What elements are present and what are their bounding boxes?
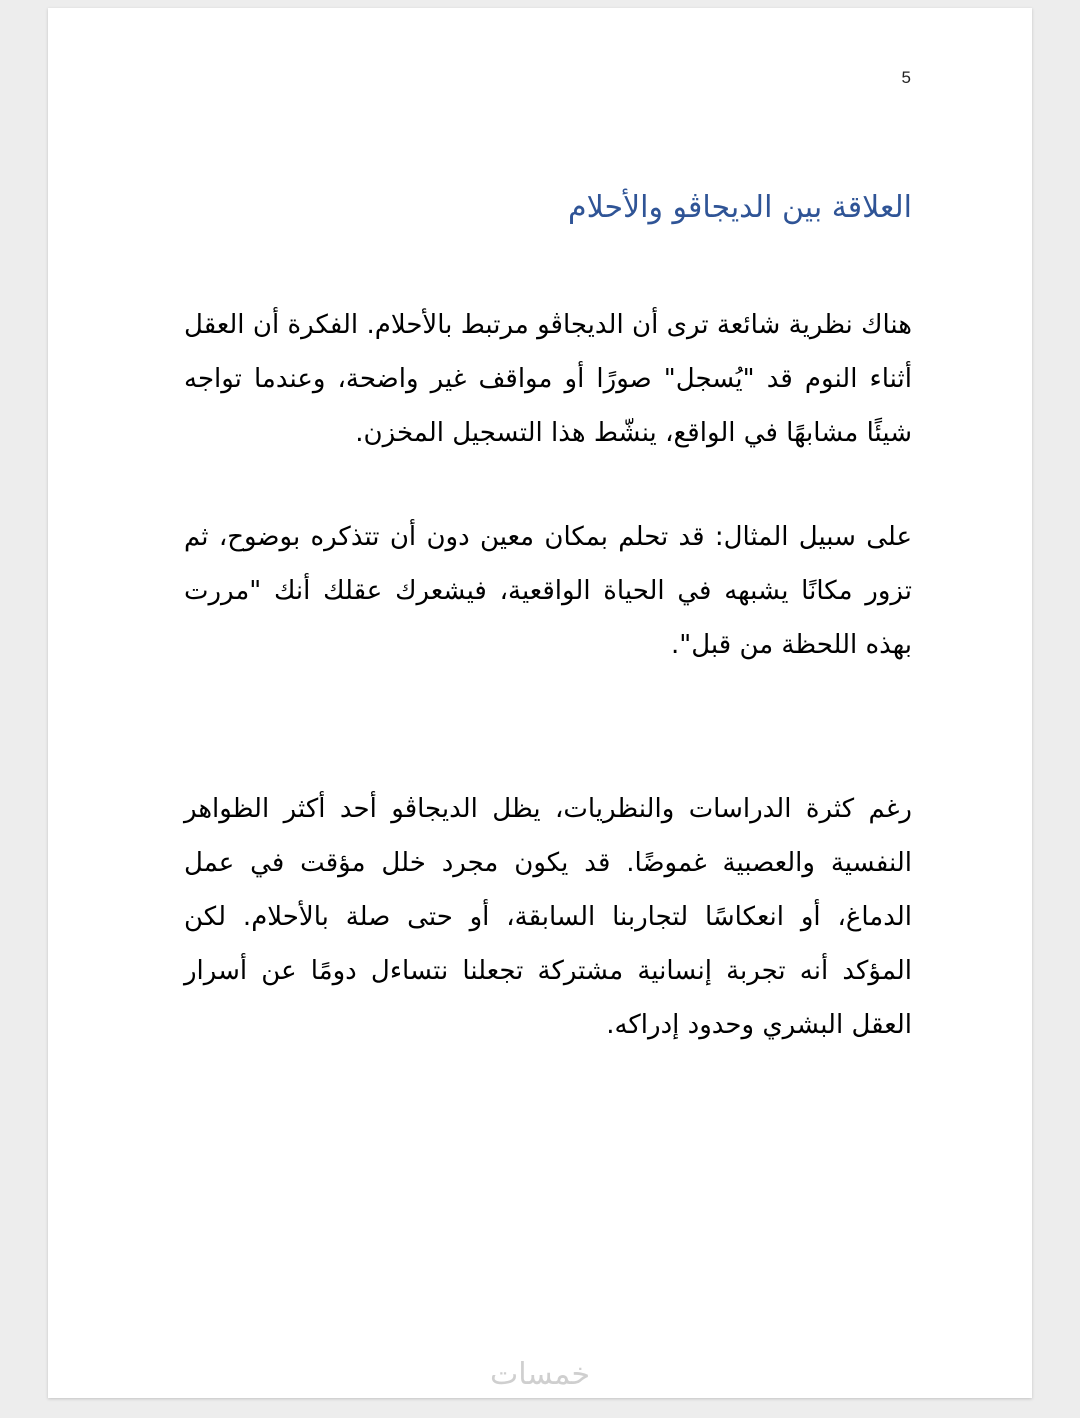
document-page [48, 8, 1032, 1398]
paragraph-example: على سبيل المثال: قد تحلم بمكان معين دون أن تتذكره بوضوح، ثم تزور مكانًا يشبهه في الحياة الواقعية، فيشعرك عقلك أنك "مررت بهذه اللحظة من قبل". [184, 522, 912, 660]
watermark-logo: خمسات [489, 1357, 591, 1392]
paragraph-dreams-theory: هناك نظرية شائعة ترى أن الديجاڤو مرتبط بالأحلام. الفكرة أن العقل أثناء النوم قد "يُسجل" صورًا أو مواقف غير واضحة، وعندما تواجه شيئًا مشابهًا في الواقع، ينشّط هذا التسجيل المخزن. [184, 310, 912, 448]
page-number: 5 [901, 68, 911, 87]
section-heading: العلاقة بين الديجاڤو والأحلام [568, 190, 912, 225]
page-content [184, 178, 912, 1052]
paragraph-conclusion: رغم كثرة الدراسات والنظريات، يظل الديجاڤو أحد أكثر الظواهر النفسية والعصبية غموضًا. قد يكون مجرد خلل مؤقت في عمل الدماغ، أو انعكاسًا لتجاربنا السابقة، أو حتى صلة بالأحلام. لكن المؤكد أنه تجربة إنسانية مشتركة تجعلنا نتساءل دومًا عن أسرار العقل البشري وحدود إدراكه. [184, 794, 912, 1040]
